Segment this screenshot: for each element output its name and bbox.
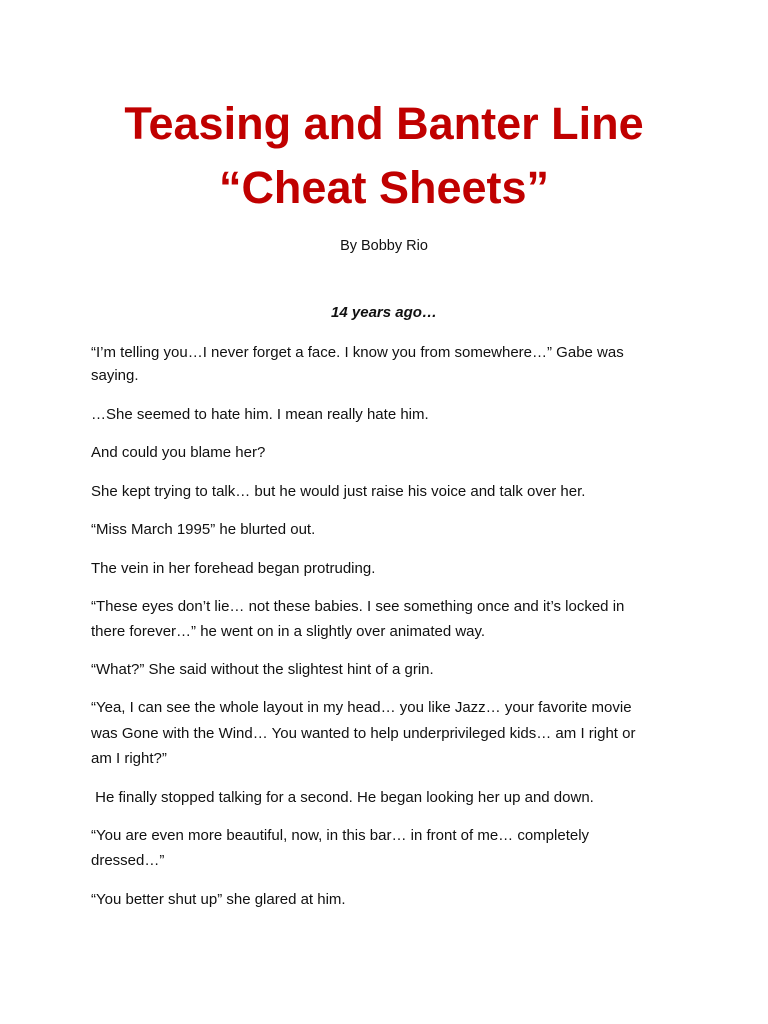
paragraph-line: “Yea, I can see the whole layout in my head… you like Jazz… your favorite movie [91,699,632,716]
paragraph-line: “What?” She said without the slightest hint of a grin. [91,661,434,678]
section-heading: 14 years ago… [331,304,437,321]
paragraph-line: She kept trying to talk… but he would just raise his voice and talk over her. [91,483,586,500]
paragraph-line: “I’m telling you…I never forget a face. I know you from somewhere…” Gabe was [91,344,624,361]
paragraph-line: there forever…” he went on in a slightly over animated way. [91,623,486,640]
document-title-line-1: Teasing and Banter Line [124,98,644,149]
paragraph-line: …She seemed to hate him. I mean really hate him. [91,406,429,423]
paragraph-line: And could you blame her? [91,444,266,461]
paragraph-line: He finally stopped talking for a second. He began looking her up and down. [91,789,594,806]
paragraph-line: “Miss March 1995” he blurted out. [91,521,316,538]
author-byline: By Bobby Rio [340,238,428,254]
document-title-line-2: “Cheat Sheets” [218,162,550,213]
paragraph-line: was Gone with the Wind… You wanted to help underprivileged kids… am I right or [91,725,636,742]
paragraph-line: saying. [91,367,139,384]
paragraph-line: dressed…” [91,852,165,869]
paragraph-line: The vein in her forehead began protruding. [91,560,376,577]
paragraph-line: “You better shut up” she glared at him. [91,891,346,908]
paragraph-line: “These eyes don’t lie… not these babies. I see something once and it’s locked in [91,598,625,615]
paragraph-line: “You are even more beautiful, now, in this bar… in front of me… completely [91,827,590,844]
paragraph-line: am I right?” [91,750,167,767]
